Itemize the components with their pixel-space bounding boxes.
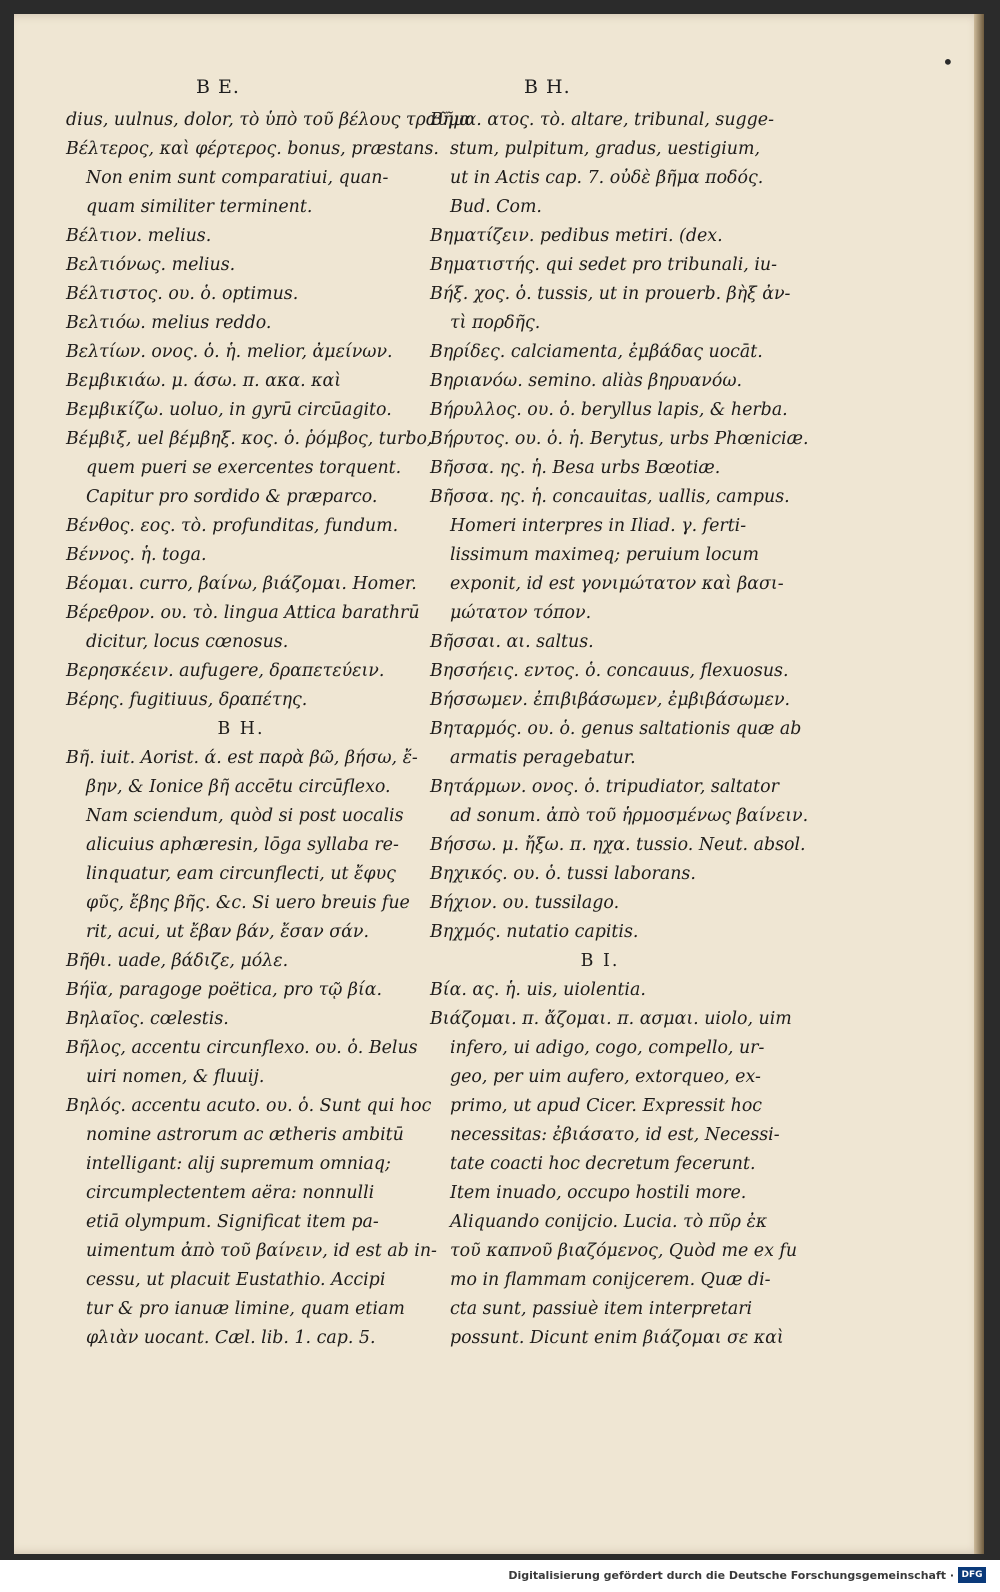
text-line: μώτατον τόπον. xyxy=(450,603,592,623)
text-line: Homeri interpres in Iliad. γ. ferti- xyxy=(450,516,747,536)
text-line: Βησσήεις. εντος. ὁ. concauus, flexuosus. xyxy=(430,661,789,681)
corner-mark: • xyxy=(942,50,954,74)
text-line: Βητάρμων. ονος. ὁ. tripudiator, saltator xyxy=(430,777,779,797)
running-head-right: B H. xyxy=(524,76,571,98)
text-line: armatis peragebatur. xyxy=(450,748,636,768)
text-line: Βήσσω. μ. ἤξω. π. ηχα. tussio. Neut. absol. xyxy=(430,835,806,855)
right-column xyxy=(430,106,809,1353)
text-line: φλιὰν uocant. Cæl. lib. 1. cap. 5. xyxy=(86,1328,376,1348)
text-line: Βῆσσα. ης. ἡ. Besa urbs Bœotiæ. xyxy=(430,458,721,478)
text-line: Βήρυτος. ου. ὁ. ἡ. Berytus, urbs Phœniciæ. xyxy=(430,429,809,449)
text-line: Βέμβιξ, uel βέμβηξ. κος. ὁ. ῥόμβος, turbo, xyxy=(66,429,433,449)
text-line: lissimum maximeq; peruium locum xyxy=(450,545,759,565)
text-line: Βεμβικίζω. uoluo, in gyrū circūagito. xyxy=(66,400,392,420)
text-line: Βηματίζειν. pedibus metiri. (dex. xyxy=(430,226,723,246)
text-line: alicuius aphæresin, lōga syllaba re- xyxy=(86,835,399,855)
text-line: Βηλαῖος. cœlestis. xyxy=(66,1009,229,1029)
text-line: Βηλός. accentu acuto. ου. ὁ. Sunt qui hoc xyxy=(66,1096,432,1116)
text-line: geo, per uim aufero, extorqueo, ex- xyxy=(450,1067,761,1087)
text-line: Βηριανόω. semino. aliàs βηρυανόω. xyxy=(430,371,743,391)
text-line: φῦς, ἔβης βῆς. &c. Si uero breuis fue xyxy=(86,893,410,913)
text-line: Βηχικός. ου. ὁ. tussi laborans. xyxy=(430,864,696,884)
text-line: stum, pulpitum, gradus, uestigium, xyxy=(450,139,760,159)
text-line: Βήσσωμεν. ἐπιβιβάσωμεν, ἐμβιβάσωμεν. xyxy=(430,690,791,710)
left-column xyxy=(66,106,472,1353)
text-line: ad sonum. ἀπὸ τοῦ ἡρμοσμένως βαίνειν. xyxy=(450,806,809,826)
text-line: Βῆ. iuit. Aorist. ά. est παρὰ βῶ, βήσω, ἔ- xyxy=(66,748,418,768)
text-line: Βελτίων. ονος. ὁ. ἡ. melior, ἀμείνων. xyxy=(66,342,393,362)
text-line: τὶ πορδῆς. xyxy=(450,313,541,333)
text-line: Βέννος. ἡ. toga. xyxy=(66,545,207,565)
text-line: Βέλτερος, καὶ φέρτερος. bonus, præstans. xyxy=(66,139,439,159)
text-line: Βηματιστής. qui sedet pro tribunali, iu- xyxy=(430,255,777,275)
text-line: Βένθος. εος. τὸ. profunditas, fundum. xyxy=(66,516,399,536)
text-line: Βῆλος, accentu circunflexo. ου. ὁ. Belus xyxy=(66,1038,418,1058)
text-line: quem pueri se exercentes torquent. xyxy=(86,458,402,478)
text-line: dicitur, locus cœnosus. xyxy=(86,632,289,652)
text-line: Non enim sunt comparatiui, quan- xyxy=(86,168,389,188)
running-head-left: B E. xyxy=(196,76,240,98)
page-edge xyxy=(974,14,984,1554)
text-line: necessitas: ἐβιάσατο, id est, Necessi- xyxy=(450,1125,780,1145)
text-line: intelligant: alij supremum omniaq; xyxy=(86,1154,391,1174)
text-line: ut in Actis cap. 7. οὐδὲ βῆμα ποδός. xyxy=(450,168,764,188)
text-line: Βήϊα, paragoge poëtica, pro τῷ βία. xyxy=(66,980,383,1000)
text-line: Βέρης. fugitiuus, δραπέτης. xyxy=(66,690,308,710)
text-line: Βεμβικιάω. μ. άσω. π. ακα. καὶ xyxy=(66,371,342,391)
book-page xyxy=(14,14,984,1554)
text-line: etiā olympum. Significat item pa- xyxy=(86,1212,379,1232)
text-line: Βηχμός. nutatio capitis. xyxy=(430,922,639,942)
text-line: Βῆμα. ατος. τὸ. altare, tribunal, sugge- xyxy=(430,110,774,130)
text-line: Nam sciendum, quòd si post uocalis xyxy=(86,806,404,826)
text-line: Βήξ. χος. ὁ. tussis, ut in prouerb. βὴξ ἀν- xyxy=(430,284,791,304)
text-line: tur & pro ianuæ limine, quam etiam xyxy=(86,1299,405,1319)
text-line: dius, uulnus, dolor, τὸ ὑπὸ τοῦ βέλους τραῦμα xyxy=(66,110,472,130)
dfg-logo: DFG xyxy=(958,1567,986,1583)
text-line: Βελτιόνως. melius. xyxy=(66,255,236,275)
text-line: Βέρεθρον. ου. τὸ. lingua Attica barathrū xyxy=(66,603,420,623)
text-line: circumplectentem aëra: nonnulli xyxy=(86,1183,375,1203)
text-line: infero, ui adigo, cogo, compello, ur- xyxy=(450,1038,765,1058)
text-line: Bud. Com. xyxy=(450,197,542,217)
text-line: primo, ut apud Cicer. Expressit hoc xyxy=(450,1096,763,1116)
text-line: Βήρυλλος. ου. ὁ. beryllus lapis, & herba. xyxy=(430,400,788,420)
text-line: Aliquando conijcio. Lucia. τὸ πῦρ ἐκ xyxy=(450,1212,768,1232)
text-line: Βελτιόω. melius reddo. xyxy=(66,313,272,333)
text-line: Βερησκέειν. aufugere, δραπετεύειν. xyxy=(66,661,385,681)
text-line: nomine astrorum ac ætheris ambitū xyxy=(86,1125,404,1145)
text-line: quam similiter terminent. xyxy=(86,197,313,217)
text-line: uiri nomen, & fluuij. xyxy=(86,1067,265,1087)
text-line: rit, acui, ut ἔβαν βάν, ἔσαν σάν. xyxy=(86,922,369,942)
text-line: Βέλτιον. melius. xyxy=(66,226,212,246)
text-line: cessu, ut placuit Eustathio. Accipi xyxy=(86,1270,386,1290)
text-line: Βέομαι. curro, βαίνω, βιάζομαι. Homer. xyxy=(66,574,417,594)
section-heading: B I. xyxy=(580,951,620,971)
text-line: linquatur, eam circunflecti, ut ἔφυς xyxy=(86,864,396,884)
text-line: Βιάζομαι. π. ἄζομαι. π. ασμαι. uiolo, uim xyxy=(430,1009,792,1029)
section-heading: B H. xyxy=(217,719,265,739)
text-line: Βέλτιστος. ου. ὁ. optimus. xyxy=(66,284,299,304)
text-line: mo in flammam conijcerem. Quæ di- xyxy=(450,1270,771,1290)
text-line: Βῆσσαι. αι. saltus. xyxy=(430,632,594,652)
text-line: Βηρίδες. calciamenta, ἐμβάδας uocāt. xyxy=(430,342,763,362)
text-line: tate coacti hoc decretum fecerunt. xyxy=(450,1154,756,1174)
text-line: Βήχιον. ου. tussilago. xyxy=(430,893,620,913)
text-line: Βῆσσα. ης. ἡ. concauitas, uallis, campus. xyxy=(430,487,790,507)
text-line: uimentum ἀπὸ τοῦ βαίνειν, id est ab in- xyxy=(86,1241,437,1261)
text-line: Βία. ας. ἡ. uis, uiolentia. xyxy=(430,980,646,1000)
text-line: exponit, id est γονιμώτατον καὶ βασι- xyxy=(450,574,784,594)
footer-bar xyxy=(0,1560,1000,1592)
text-line: Βηταρμός. ου. ὁ. genus saltationis quæ ab xyxy=(430,719,802,739)
text-line: τοῦ καπνοῦ βιαζόμενος, Quòd me ex fu xyxy=(450,1241,798,1261)
text-line: possunt. Dicunt enim βιάζομαι σε καὶ xyxy=(450,1328,784,1348)
text-line: Item inuado, occupo hostili more. xyxy=(450,1183,747,1203)
text-line: cta sunt, passiuè item interpretari xyxy=(450,1299,753,1319)
text-line: βην, & Ionice βῆ accētu circūflexo. xyxy=(86,777,391,797)
text-line: Capitur pro sordido & præparco. xyxy=(86,487,378,507)
footer-credit: Digitalisierung gefördert durch die Deutsche Forschungsgemeinschaft · xyxy=(508,1569,954,1582)
text-line: Βῆθι. uade, βάδιζε, μόλε. xyxy=(66,951,289,971)
